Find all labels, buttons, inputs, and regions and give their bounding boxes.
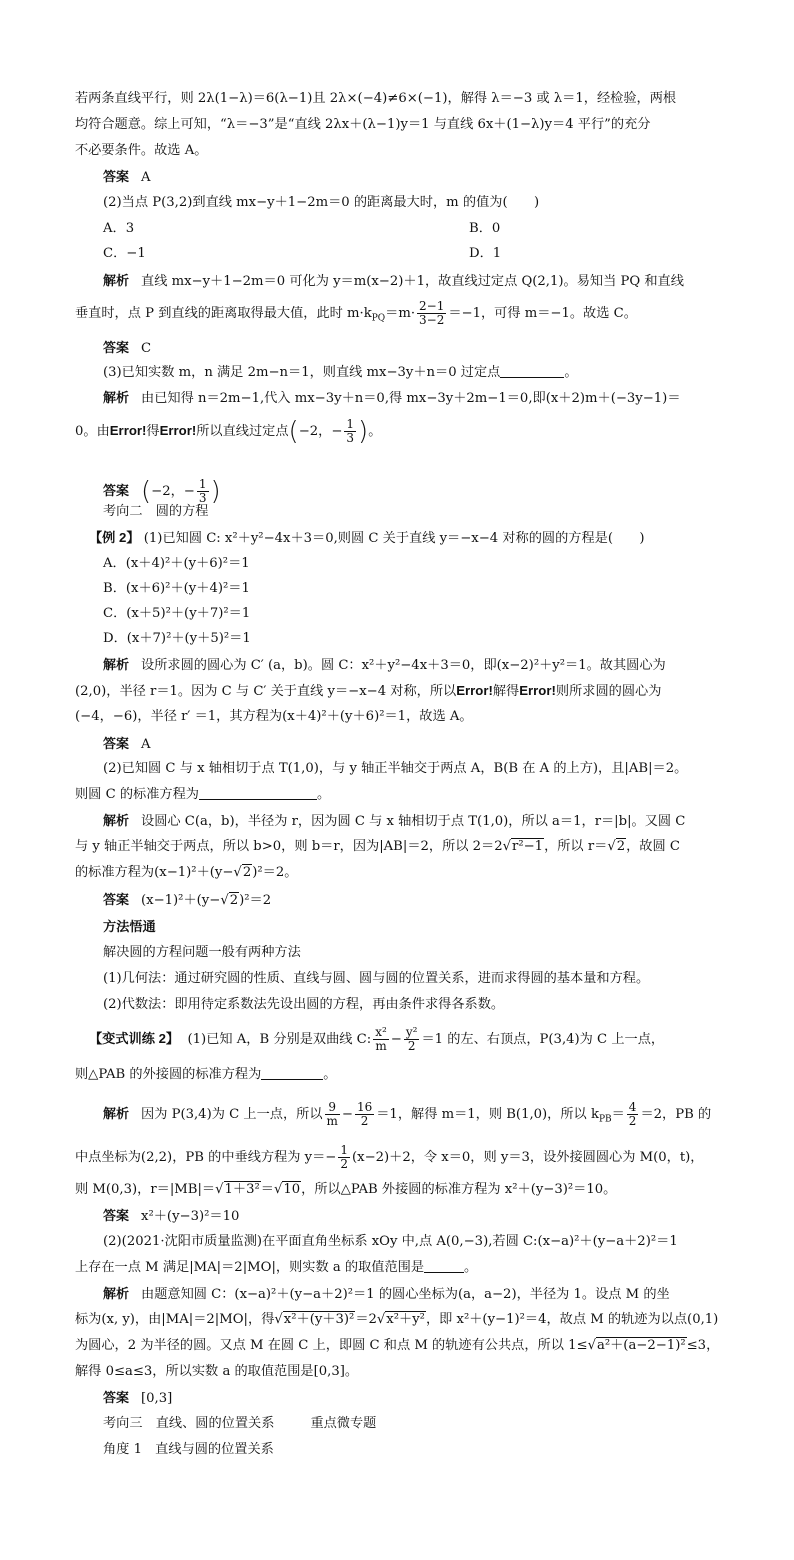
option-row [103,220,753,238]
question-line: (2)当点 P(3,2)到直线 mx−y＋1−2m＝0 的距离最大时，m 的值为( ) [103,195,540,210]
answer-blank [424,1259,464,1273]
variant-question: 【变式训练 2】 (1)已知 A，B 分别是双曲线 C: $\frac{\text{x²}}{m}$ − $\frac{\text{y²}}{2}$ ＝1 的左、右顶点，P(3,4)为 C 上一点， [89,1025,665,1053]
option-b: B．(x＋6)²＋(y＋4)²＝1 [103,581,250,596]
sub-heading: 角度 1 直线与圆的位置关系 [103,1442,274,1457]
fraction: $\frac{1}{2}$ [340,1143,348,1171]
method-title: 方法悟通 [103,919,156,934]
example-question: 【例 2】 (1)已知圆 C: x²＋y²−4x＋3＝0,则圆 C 关于直线 y＝−x−4 对称的圆的方程是( ) [89,530,645,546]
text-line: 不必要条件。故选 A。 [75,143,208,158]
method-line: (2)代数法：即用待定系数法先设出圆的方程，再由条件求得各系数。 [103,997,505,1012]
answer-row [103,168,753,187]
solution-line: 的标准方程为(x−1)²＋(y−√2)²＝2。 [75,865,298,880]
solution-line: 垂直时，点 P 到直线的距离取得最大值，此时 $m\cdot k_{PQ}=m\cdot$ $\frac{2-1}{3-2}$ ＝−1，可得 m＝−1。故选 C。 [75,299,637,327]
section-tag: 重点微专题 [310,1416,377,1431]
method-line: 解决圆的方程问题一般有两种方法 [103,945,301,960]
option-row [103,245,753,263]
fraction: $\frac{\text{x²}}{m}$ [375,1025,387,1053]
text-line: 若两条直线平行，则 2λ(1−λ)＝6(λ−1)且 2λ×(−4)≠6×(−1)，解得 λ＝−3 或 λ＝1，经检验，两根 [75,91,677,106]
answer-row: 答案 (−2，− $\frac{1}{3}$ ) [103,476,221,507]
answer-blank [261,1066,323,1080]
question-line: 上存在一点 M 满足|MA|＝2|MO|，则实数 a 的取值范围是 。 [75,1260,478,1275]
solution-line: 标为(x, y)，由|MA|＝2|MO|，得√x²＋(y＋3)²＝2√x²＋y²，即 x²＋(y−1)²＝4，故点 M 的轨迹为以点(0,1) [75,1312,719,1327]
question-line: (2)(2021·沈阳市质量监测)在平面直角坐标系 xOy 中,点 A(0,−3),若圆 C:(x−a)²＋(y−a＋2)²＝1 [103,1234,678,1249]
fraction: $\frac{2-1}{3-2}$ [419,299,445,327]
question-line: (2)已知圆 C 与 x 轴相切于点 T(1,0)，与 y 轴正半轴交于两点 A，B(B 在 A 的上方)，且|AB|＝2。 [103,761,688,776]
option-a: A．(x＋4)²＋(y＋6)²＝1 [103,556,250,571]
example-label: 【例 2】 [89,530,140,545]
question-line: (3)已知实数 m，n 满足 2m−n＝1，则直线 mx−3y＋n＝0 过定点 。 [103,365,578,380]
fraction: $\frac{9}{m}$ [326,1100,338,1128]
fraction: $\frac{4}{2}$ [628,1100,637,1128]
solution-line: 解析 直线 mx−y＋1−2m＝0 可化为 y＝m(x−2)＋1，故直线过定点 Q(2,1)。易知当 PQ 和直线 [103,273,684,289]
solution-line: 0。由Error!得Error!所以直线过定点(−2，− $\frac{1}{3}$ )。 [75,416,382,447]
fraction: $\frac{1}{3}$ [346,417,355,445]
solution-line: (−4，−6)，半径 r′ ＝1，其方程为(x＋4)²＋(y＋6)²＝1，故选 A。 [75,709,473,724]
answer-row: 答案 x²＋(y−3)²＝10 [103,1208,240,1224]
text-line: 均符合题意。综上可知，“λ＝−3”是“直线 2λx＋(λ−1)y＝1 与直线 6x＋(1−λ)y＝4 平行”的充分 [75,117,651,132]
solution-line: (2,0)，半径 r＝1。因为 C 与 C′ 关于直线 y＝−x−4 对称，所以Error!解得Error!则所求圆的圆心为 [75,683,662,699]
solution-line: 解析 因为 P(3,4)为 C 上一点，所以 $\frac{9}{m}$ − $\frac{16}{2}$ ＝1，解得 m＝1，则 B(1,0)，所以 $k_{PB}=$ $\frac{4}{2}$ ＝2，PB 的 [103,1100,712,1128]
answer-value: A [141,170,151,185]
fraction: $\frac{\text{y²}}{2}$ [405,1025,418,1053]
solution-line: 解析 设所求圆的圆心为 C′ (a，b)。圆 C：x²＋y²−4x＋3＝0，即(x−2)²＋y²＝1。故其圆心为 [103,657,666,673]
option-c: C．(x＋5)²＋(y＋7)²＝1 [103,606,251,621]
solution-line: 解析 由已知得 n＝2m−1,代入 mx−3y＋n＝0,得 mx−3y＋2m−1＝0,即(x＋2)m＋(−3y−1)＝ [103,390,681,406]
analysis-label: 解析 [103,273,130,288]
option-b: B．0 [469,221,501,236]
question-line: 则圆 C 的标准方程为 。 [75,787,331,802]
fraction: $\frac{1}{3}$ [198,477,207,505]
option-d: D．1 [469,246,502,261]
question-line: 则△PAB 的外接圆的标准方程为 。 [75,1067,337,1082]
answer-blank [199,786,317,800]
variant-label: 【变式训练 2】 [89,1031,180,1046]
section-heading: 考向三 直线、圆的位置关系 重点微专题 [103,1416,377,1431]
fraction: $\frac{16}{2}$ [356,1100,373,1128]
answer-row: 答案 A [103,736,151,752]
error-field: Error! [109,423,147,438]
solution-line: 则 M(0,3)，r＝|MB|＝√1＋3²＝√10，所以△PAB 外接圆的标准方程为 x²＋(y−3)²＝10。 [75,1182,617,1197]
solution-line: 与 y 轴正半轴交于两点，所以 b>0，则 b＝r，因为|AB|＝2，所以 2＝2√r²−1，所以 r＝√2，故圆 C [75,839,680,854]
answer-row: 答案 (x−1)²＋(y−√2)²＝2 [103,892,272,908]
option-d: D．(x＋7)²＋(y＋5)²＝1 [103,631,251,646]
solution-line: 为圆心，2 为半径的圆。又点 M 在圆 C 上，即圆 C 和点 M 的轨迹有公共点，所以 1≤√a²＋(a−2−1)²≤3， [75,1338,720,1353]
solution-line: 中点坐标为(2,2)，PB 的中垂线方程为 y＝− $\frac{1}{2}$ (x−2)＋2，令 x＝0，则 y＝3，设外接圆圆心为 M(0，t)， [75,1143,704,1171]
solution-line: 解得 0≤a≤3，所以实数 a 的取值范围是[0,3]。 [75,1364,359,1379]
solution-line: 解析 由题意知圆 C：(x−a)²＋(y−a＋2)²＝1 的圆心坐标为(a，a−2)，半径为 1。设点 M 的坐 [103,1286,670,1302]
answer-label: 答案 [103,169,130,184]
solution-line: 解析 设圆心 C(a，b)，半径为 r，因为圆 C 与 x 轴相切于点 T(1,0)，所以 a＝1，r＝|b|。又圆 C [103,813,686,829]
answer-row: 答案 C [103,340,152,356]
method-line: (1)几何法：通过研究圆的性质、直线与圆、圆与圆的位置关系，进而求得圆的基本量和方程。 [103,971,650,986]
option-c: C．−1 [103,246,146,261]
answer-blank [500,364,564,378]
section-heading: 考向二 圆的方程 [103,504,209,519]
answer-row: 答案 [0,3] [103,1390,173,1406]
option-a: A．3 [103,221,135,236]
